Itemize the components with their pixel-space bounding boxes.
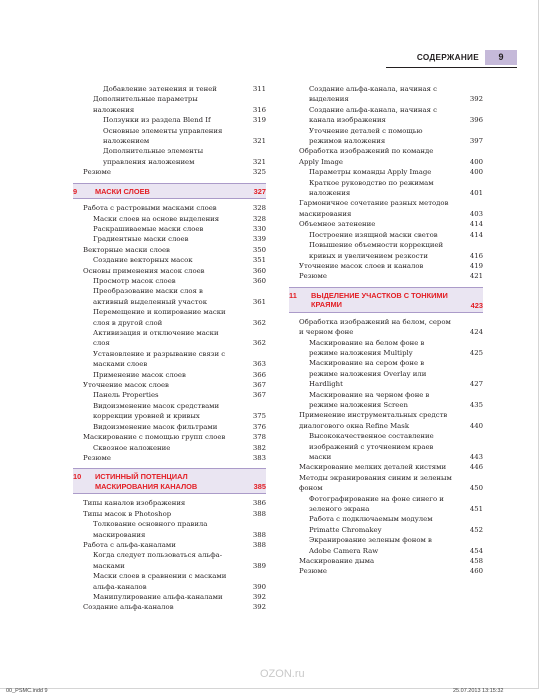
toc-entry-page: 425 bbox=[469, 348, 483, 357]
toc-entry bbox=[83, 328, 266, 349]
running-header bbox=[417, 48, 517, 66]
toc-entry-title: Маски слоев на основе выделения bbox=[93, 214, 220, 223]
toc-entry-title: Маскирование мелких деталей кистями bbox=[299, 463, 447, 472]
toc-entry-title: Добавление затенения и теней bbox=[103, 85, 217, 93]
toc-entry-page: 424 bbox=[469, 328, 483, 337]
toc-entry-page: 390 bbox=[252, 582, 266, 591]
toc-entry-page: 388 bbox=[252, 540, 266, 549]
toc-entry-page: 328 bbox=[252, 204, 266, 213]
toc-entry-page: 316 bbox=[252, 105, 266, 114]
toc-entry bbox=[299, 556, 483, 566]
toc-entry-title: Создание векторных масок bbox=[93, 256, 193, 265]
toc-entry-title: Перемещение и копирование маски слоя в другой слой bbox=[93, 308, 226, 327]
toc-entry-page: 388 bbox=[252, 530, 266, 539]
toc-entry-title: Преобразование маски слоя в активный выделенный участок bbox=[93, 287, 207, 306]
toc-entry-title: Маскирование на сером фоне в режиме наложения Overlay или Hardlight bbox=[309, 359, 427, 389]
toc-entry bbox=[299, 126, 483, 147]
toc-entry-title: Уточнение деталей с помощью режимов наложения bbox=[309, 126, 423, 146]
toc-entry bbox=[83, 224, 266, 234]
toc-entry-title: Создание альфа-канала, начиная с канала изображения bbox=[309, 105, 437, 125]
toc-entry-page: 392 bbox=[252, 603, 266, 612]
toc-entry-title: Дополнительные элементы управления наложением bbox=[103, 147, 204, 166]
chapter-page: 423 bbox=[470, 300, 483, 310]
toc-entry bbox=[83, 592, 266, 602]
toc-entry-title: Построение изящной маски светов bbox=[309, 230, 438, 239]
toc-entry bbox=[83, 84, 266, 94]
toc-entry-title: Применение инструментальных средств диалогового окна Refine Mask bbox=[299, 411, 448, 430]
toc-entry-title: Основы применения масок слоев bbox=[83, 266, 205, 275]
toc-entry bbox=[83, 307, 266, 328]
toc-entry-title: Работа с растровыми масками слоев bbox=[83, 204, 217, 213]
toc-entry bbox=[83, 540, 266, 550]
toc-entry-title: Маскирование на белом фоне в режиме наложения Multiply bbox=[309, 338, 425, 357]
toc-entry-page: 325 bbox=[252, 168, 266, 177]
toc-entry-title: Дополнительные параметры наложения bbox=[93, 95, 198, 114]
toc-entry bbox=[299, 146, 483, 167]
toc-entry-title: Обработка изображений на белом, сером и черном фоне bbox=[299, 317, 451, 337]
toc-entry bbox=[83, 370, 266, 380]
toc-entry bbox=[83, 602, 266, 612]
toc-entry-page: 386 bbox=[252, 499, 266, 508]
toc-entry-title: Панель Properties bbox=[93, 391, 159, 400]
toc-entry bbox=[83, 203, 266, 213]
toc-entry bbox=[299, 494, 483, 515]
toc-entry-title: Типы масок в Photoshop bbox=[83, 509, 172, 518]
watermark: OZON.ru bbox=[260, 668, 305, 680]
toc-entry-page: 416 bbox=[469, 251, 483, 260]
toc-entry bbox=[83, 146, 266, 167]
toc-entry-page: 450 bbox=[469, 484, 483, 493]
toc-entry bbox=[299, 535, 483, 556]
toc-left-column bbox=[73, 84, 266, 613]
toc-entry-page: 460 bbox=[469, 567, 483, 576]
toc-entry-page: 414 bbox=[469, 220, 483, 229]
toc-entry bbox=[299, 84, 483, 105]
toc-entry-title: Толкование основного правила маскирования bbox=[93, 520, 208, 539]
toc-entry-page: 366 bbox=[252, 370, 266, 379]
toc-entry bbox=[83, 509, 266, 519]
toc-entry-title: Гармоничное сочетание разных методов маскирования bbox=[299, 199, 449, 218]
toc-entry-page: 389 bbox=[252, 561, 266, 570]
toc-entry-page: 367 bbox=[252, 381, 266, 390]
toc-entry-page: 351 bbox=[252, 256, 266, 265]
toc-entry bbox=[299, 431, 483, 462]
toc-entry-page: 392 bbox=[469, 95, 483, 104]
toc-entry-title: Просмотр масок слоев bbox=[93, 277, 176, 285]
toc-entry-title: Типы каналов изображения bbox=[83, 499, 186, 508]
toc-entry-page: 414 bbox=[469, 230, 483, 239]
toc-entry bbox=[299, 390, 483, 411]
toc-entry-title: Создание альфа-каналов bbox=[83, 603, 174, 612]
toc-entry-title: Маски слоев в сравнении с масками альфа-каналов bbox=[93, 572, 227, 591]
toc-entry bbox=[83, 276, 266, 286]
toc-entry-page: 378 bbox=[252, 433, 266, 442]
toc-entry-page: 375 bbox=[252, 412, 266, 421]
toc-entry-title: Ползунки из раздела Blend If bbox=[103, 116, 211, 125]
toc-entry-title: Векторные маски слоев bbox=[83, 245, 170, 254]
toc-entry-page: 446 bbox=[469, 463, 483, 472]
toc-entry-title: Маскирование на черном фоне в режиме наложения Screen bbox=[309, 390, 430, 409]
toc-entry-page: 360 bbox=[252, 266, 266, 275]
toc-entry-page: 452 bbox=[469, 525, 483, 534]
chapter-page: 327 bbox=[253, 187, 266, 197]
toc-entry bbox=[299, 219, 483, 229]
page-number-badge: 9 bbox=[485, 50, 517, 65]
toc-entry-page: 328 bbox=[252, 214, 266, 223]
chapter-number: 11 bbox=[289, 290, 297, 300]
toc-entry-page: 350 bbox=[252, 245, 266, 254]
toc-entry bbox=[299, 240, 483, 261]
toc-entry-page: 319 bbox=[252, 116, 266, 125]
toc-entry-title: Обработка изображений по команде Apply Image bbox=[299, 147, 434, 166]
toc-entry bbox=[299, 317, 483, 338]
toc-entry-page: 362 bbox=[252, 318, 266, 327]
toc-entry bbox=[299, 358, 483, 389]
toc-entry bbox=[83, 115, 266, 125]
toc-entry-page: 396 bbox=[469, 116, 483, 125]
footer-file: 00_PSMC.indd 9 bbox=[6, 688, 48, 694]
toc-entry bbox=[83, 167, 266, 177]
toc-entry bbox=[83, 432, 266, 442]
toc-entry bbox=[83, 255, 266, 265]
toc-entry bbox=[83, 390, 266, 400]
toc-entry-title: Резюме bbox=[83, 453, 111, 462]
toc-entry-page: 367 bbox=[252, 391, 266, 400]
toc-entry-page: 311 bbox=[252, 85, 266, 93]
toc-entry-title: Видоизменение масок средствами коррекции уровней и кривых bbox=[93, 401, 220, 421]
toc-entry-title: Экранирование зеленым фоном в Adobe Camera Raw bbox=[309, 536, 432, 555]
toc-right-column bbox=[289, 84, 483, 577]
toc-entry-page: 392 bbox=[252, 592, 266, 601]
toc-entry bbox=[299, 178, 483, 199]
toc-entry-title: Параметры команды Apply Image bbox=[309, 168, 432, 177]
toc-entry bbox=[83, 401, 266, 422]
toc-entry-page: 397 bbox=[469, 137, 483, 146]
toc-entry-title: Основные элементы управления наложением bbox=[103, 126, 223, 146]
toc-entry-page: 435 bbox=[469, 400, 483, 409]
toc-entry-title: Градиентные маски слоев bbox=[93, 235, 189, 244]
toc-entry bbox=[83, 214, 266, 224]
chapter-title: МАСКИ СЛОЕВ bbox=[95, 186, 150, 196]
toc-entry-title: Уточнение масок слоев и каналов bbox=[299, 261, 424, 270]
toc-entry bbox=[83, 94, 266, 115]
toc-entry-page: 321 bbox=[252, 157, 266, 166]
toc-entry-page: 421 bbox=[469, 272, 483, 281]
chapter-number: 10 bbox=[73, 472, 82, 482]
toc-entry bbox=[83, 286, 266, 307]
toc-entry bbox=[83, 349, 266, 370]
toc-entry bbox=[299, 230, 483, 240]
header-title: СОДЕРЖАНИЕ bbox=[416, 52, 479, 62]
toc-chapter-heading bbox=[289, 287, 483, 313]
toc-entry-title: Работа с подключаемым модулем Primatte Chromakey bbox=[309, 515, 433, 534]
toc-entry-page: 401 bbox=[469, 189, 483, 198]
toc-entry bbox=[299, 167, 483, 177]
toc-entry-page: 451 bbox=[469, 505, 483, 514]
toc-entry bbox=[83, 453, 266, 463]
toc-entry-page: 321 bbox=[252, 137, 266, 146]
toc-entry bbox=[299, 473, 483, 494]
toc-entry-page: 400 bbox=[469, 157, 483, 166]
toc-entry-page: 361 bbox=[252, 297, 266, 306]
toc-entry-page: 443 bbox=[469, 453, 483, 461]
toc-entry-title: Резюме bbox=[299, 567, 327, 576]
toc-entry bbox=[299, 338, 483, 359]
toc-entry-page: 339 bbox=[252, 235, 266, 244]
toc-entry-title: Создание альфа-канала, начиная с выделения bbox=[309, 85, 437, 104]
toc-entry bbox=[299, 410, 483, 431]
toc-entry bbox=[83, 498, 266, 508]
chapter-title: ВЫДЕЛЕНИЕ УЧАСТКОВ С ТОНКИМИ КРАЯМИ bbox=[311, 290, 448, 310]
toc-entry-title: Видоизменение масок фильтрами bbox=[93, 422, 218, 431]
toc-entry bbox=[83, 519, 266, 540]
toc-entry bbox=[299, 271, 483, 281]
toc-entry-title: Когда следует пользоваться альфа-масками bbox=[93, 551, 223, 570]
toc-entry-title: Высококачественное составление изображений с уточнением краев маски bbox=[309, 432, 434, 461]
toc-entry-title: Методы экранирования синим и зеленым фоном bbox=[299, 473, 452, 493]
toc-entry-title: Повышение объемности коррекцией кривых и увеличением резкости bbox=[309, 241, 444, 260]
toc-entry bbox=[299, 105, 483, 126]
toc-entry-page: 403 bbox=[469, 209, 483, 218]
toc-entry-title: Резюме bbox=[83, 168, 111, 177]
toc-entry-title: Применение масок слоев bbox=[93, 370, 186, 379]
toc-entry-page: 440 bbox=[469, 421, 483, 430]
toc-entry-page: 382 bbox=[252, 443, 266, 452]
chapter-title: ИСТИННЫЙ ПОТЕНЦИАЛ МАСКИРОВАНИЯ КАНАЛОВ bbox=[95, 472, 198, 491]
toc-entry bbox=[299, 566, 483, 576]
toc-entry-title: Объемное затенение bbox=[299, 220, 376, 229]
toc-entry bbox=[83, 380, 266, 390]
toc-entry bbox=[83, 266, 266, 276]
toc-entry bbox=[83, 422, 266, 432]
toc-entry-page: 419 bbox=[469, 261, 483, 270]
toc-entry-page: 454 bbox=[469, 546, 483, 555]
toc-entry-title: Маскирование с помощью групп слоев bbox=[83, 433, 226, 442]
chapter-page: 385 bbox=[253, 482, 266, 492]
footer-timestamp: 25.07.2013 13:15:32 bbox=[453, 688, 504, 694]
toc-entry bbox=[299, 261, 483, 271]
toc-entry-title: Активизация и отключение маски слоя bbox=[93, 329, 219, 348]
toc-entry bbox=[299, 198, 483, 219]
toc-entry bbox=[83, 443, 266, 453]
toc-entry-page: 362 bbox=[252, 339, 266, 348]
toc-entry-page: 363 bbox=[252, 360, 266, 369]
toc-entry bbox=[83, 234, 266, 244]
toc-entry-title: Маскирование дыма bbox=[299, 557, 375, 566]
toc-entry-title: Раскрашиваемые маски слоев bbox=[93, 224, 204, 233]
toc-entry-page: 376 bbox=[252, 422, 266, 431]
toc-entry-title: Краткое руководство по режимам наложения bbox=[309, 178, 434, 198]
toc-entry-page: 383 bbox=[252, 453, 266, 462]
toc-entry-title: Установление и разрывание связи с масками слоев bbox=[93, 349, 226, 369]
toc-entry bbox=[83, 245, 266, 255]
toc-entry-title: Работа с альфа-каналами bbox=[83, 540, 176, 549]
toc-entry-page: 360 bbox=[252, 277, 266, 285]
toc-entry-title: Сквозное наложение bbox=[93, 443, 171, 452]
toc-entry-title: Фотографирование на фоне синего и зеленого экрана bbox=[309, 494, 444, 514]
toc-entry-page: 330 bbox=[252, 224, 266, 233]
toc-entry-title: Резюме bbox=[299, 272, 327, 281]
toc-entry bbox=[299, 462, 483, 472]
toc-entry-title: Уточнение масок слоев bbox=[83, 381, 169, 390]
toc-entry-title: Манипулирование альфа-каналами bbox=[93, 592, 223, 601]
toc-entry bbox=[83, 571, 266, 592]
chapter-number: 9 bbox=[73, 186, 78, 196]
toc-entry-page: 458 bbox=[469, 557, 483, 566]
toc-chapter-heading bbox=[73, 183, 266, 200]
toc-entry-page: 427 bbox=[469, 380, 483, 389]
toc-entry bbox=[83, 550, 266, 571]
header-rule bbox=[386, 67, 517, 68]
toc-entry-page: 388 bbox=[252, 509, 266, 518]
toc-entry-page: 400 bbox=[469, 168, 483, 177]
toc-entry bbox=[299, 514, 483, 535]
toc-entry bbox=[83, 126, 266, 147]
toc-chapter-heading bbox=[73, 468, 266, 494]
